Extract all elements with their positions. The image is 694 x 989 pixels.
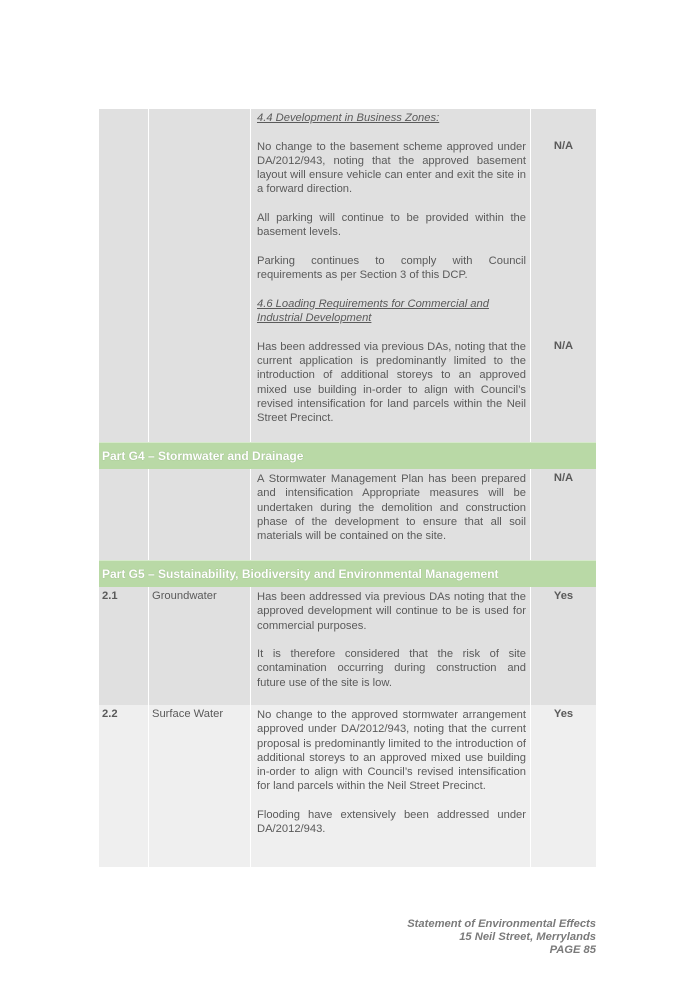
row-text bbox=[257, 111, 526, 426]
footer-page-number: PAGE 85 bbox=[549, 944, 596, 956]
paragraph: All parking will continue to be provided within the basement levels. bbox=[257, 212, 526, 239]
subheading-4-4: 4.4 Development in Business Zones: bbox=[257, 112, 440, 124]
table-row-g4 bbox=[99, 469, 596, 560]
result-2-1: Yes bbox=[553, 590, 574, 602]
paragraph: Has been addressed via previous DAs noting that the approved development will continue to be is used for commercial purposes. bbox=[257, 591, 526, 632]
clause-label: Surface Water bbox=[152, 708, 224, 720]
result-4-4: N/A bbox=[553, 140, 574, 152]
row-text bbox=[257, 708, 526, 837]
section-heading-g5: Part G5 – Sustainability, Biodiversity and Environmental Management bbox=[99, 560, 596, 587]
footer-document-title: Statement of Environmental Effects bbox=[407, 918, 596, 930]
paragraph: No change to the basement scheme approved under DA/2012/943, noting that the approved basement layout will ensure vehicle can enter and exit the site in a forward direction. bbox=[257, 140, 526, 196]
paragraph: Flooding have extensively been addressed under DA/2012/943. bbox=[257, 809, 526, 836]
row-text: A Stormwater Management Plan has been prepared and intensification Appropriate measures will be undertaken during the demolition and construction phase of the development to ensure that all soil materials will be contained on the site. bbox=[257, 473, 526, 543]
row-text bbox=[257, 590, 526, 690]
page-footer bbox=[407, 918, 596, 957]
paragraph: Has been addressed via previous DAs, noting that the current application is predominantly limited to the introduction of additional storeys to an approved mixed use building in-order to align with Council’s revised intensification for land parcels within the Neil Street Precinct. bbox=[257, 340, 526, 425]
table-row-g3-continued bbox=[99, 109, 596, 442]
clause-number: 2.1 bbox=[102, 590, 118, 602]
section-heading-g4: Part G4 – Stormwater and Drainage bbox=[99, 442, 596, 469]
compliance-table bbox=[99, 109, 596, 867]
result-4-6: N/A bbox=[553, 340, 574, 352]
table-row-2-2 bbox=[99, 705, 596, 867]
subheading-4-6: 4.6 Loading Requirements for Commercial and Industrial Development bbox=[257, 297, 489, 325]
clause-label: Groundwater bbox=[152, 590, 217, 602]
paragraph: It is therefore considered that the risk of site contamination occurring during construction and future use of the site is low. bbox=[257, 648, 526, 689]
clause-number: 2.2 bbox=[102, 708, 118, 720]
result-2-2: Yes bbox=[553, 708, 574, 720]
footer-address: 15 Neil Street, Merrylands bbox=[459, 931, 596, 943]
paragraph: Parking continues to comply with Council requirements as per Section 3 of this DCP. bbox=[257, 254, 526, 282]
result-g4: N/A bbox=[553, 472, 574, 484]
table-row-2-1 bbox=[99, 587, 596, 705]
paragraph: No change to the approved stormwater arrangement approved under DA/2012/943, noting that the current proposal is predominantly limited to the introduction of additional storeys to an approved mixed use building in-order to align with Council’s revised intensification for land parcels within the Neil Street Precinct. bbox=[257, 709, 526, 793]
